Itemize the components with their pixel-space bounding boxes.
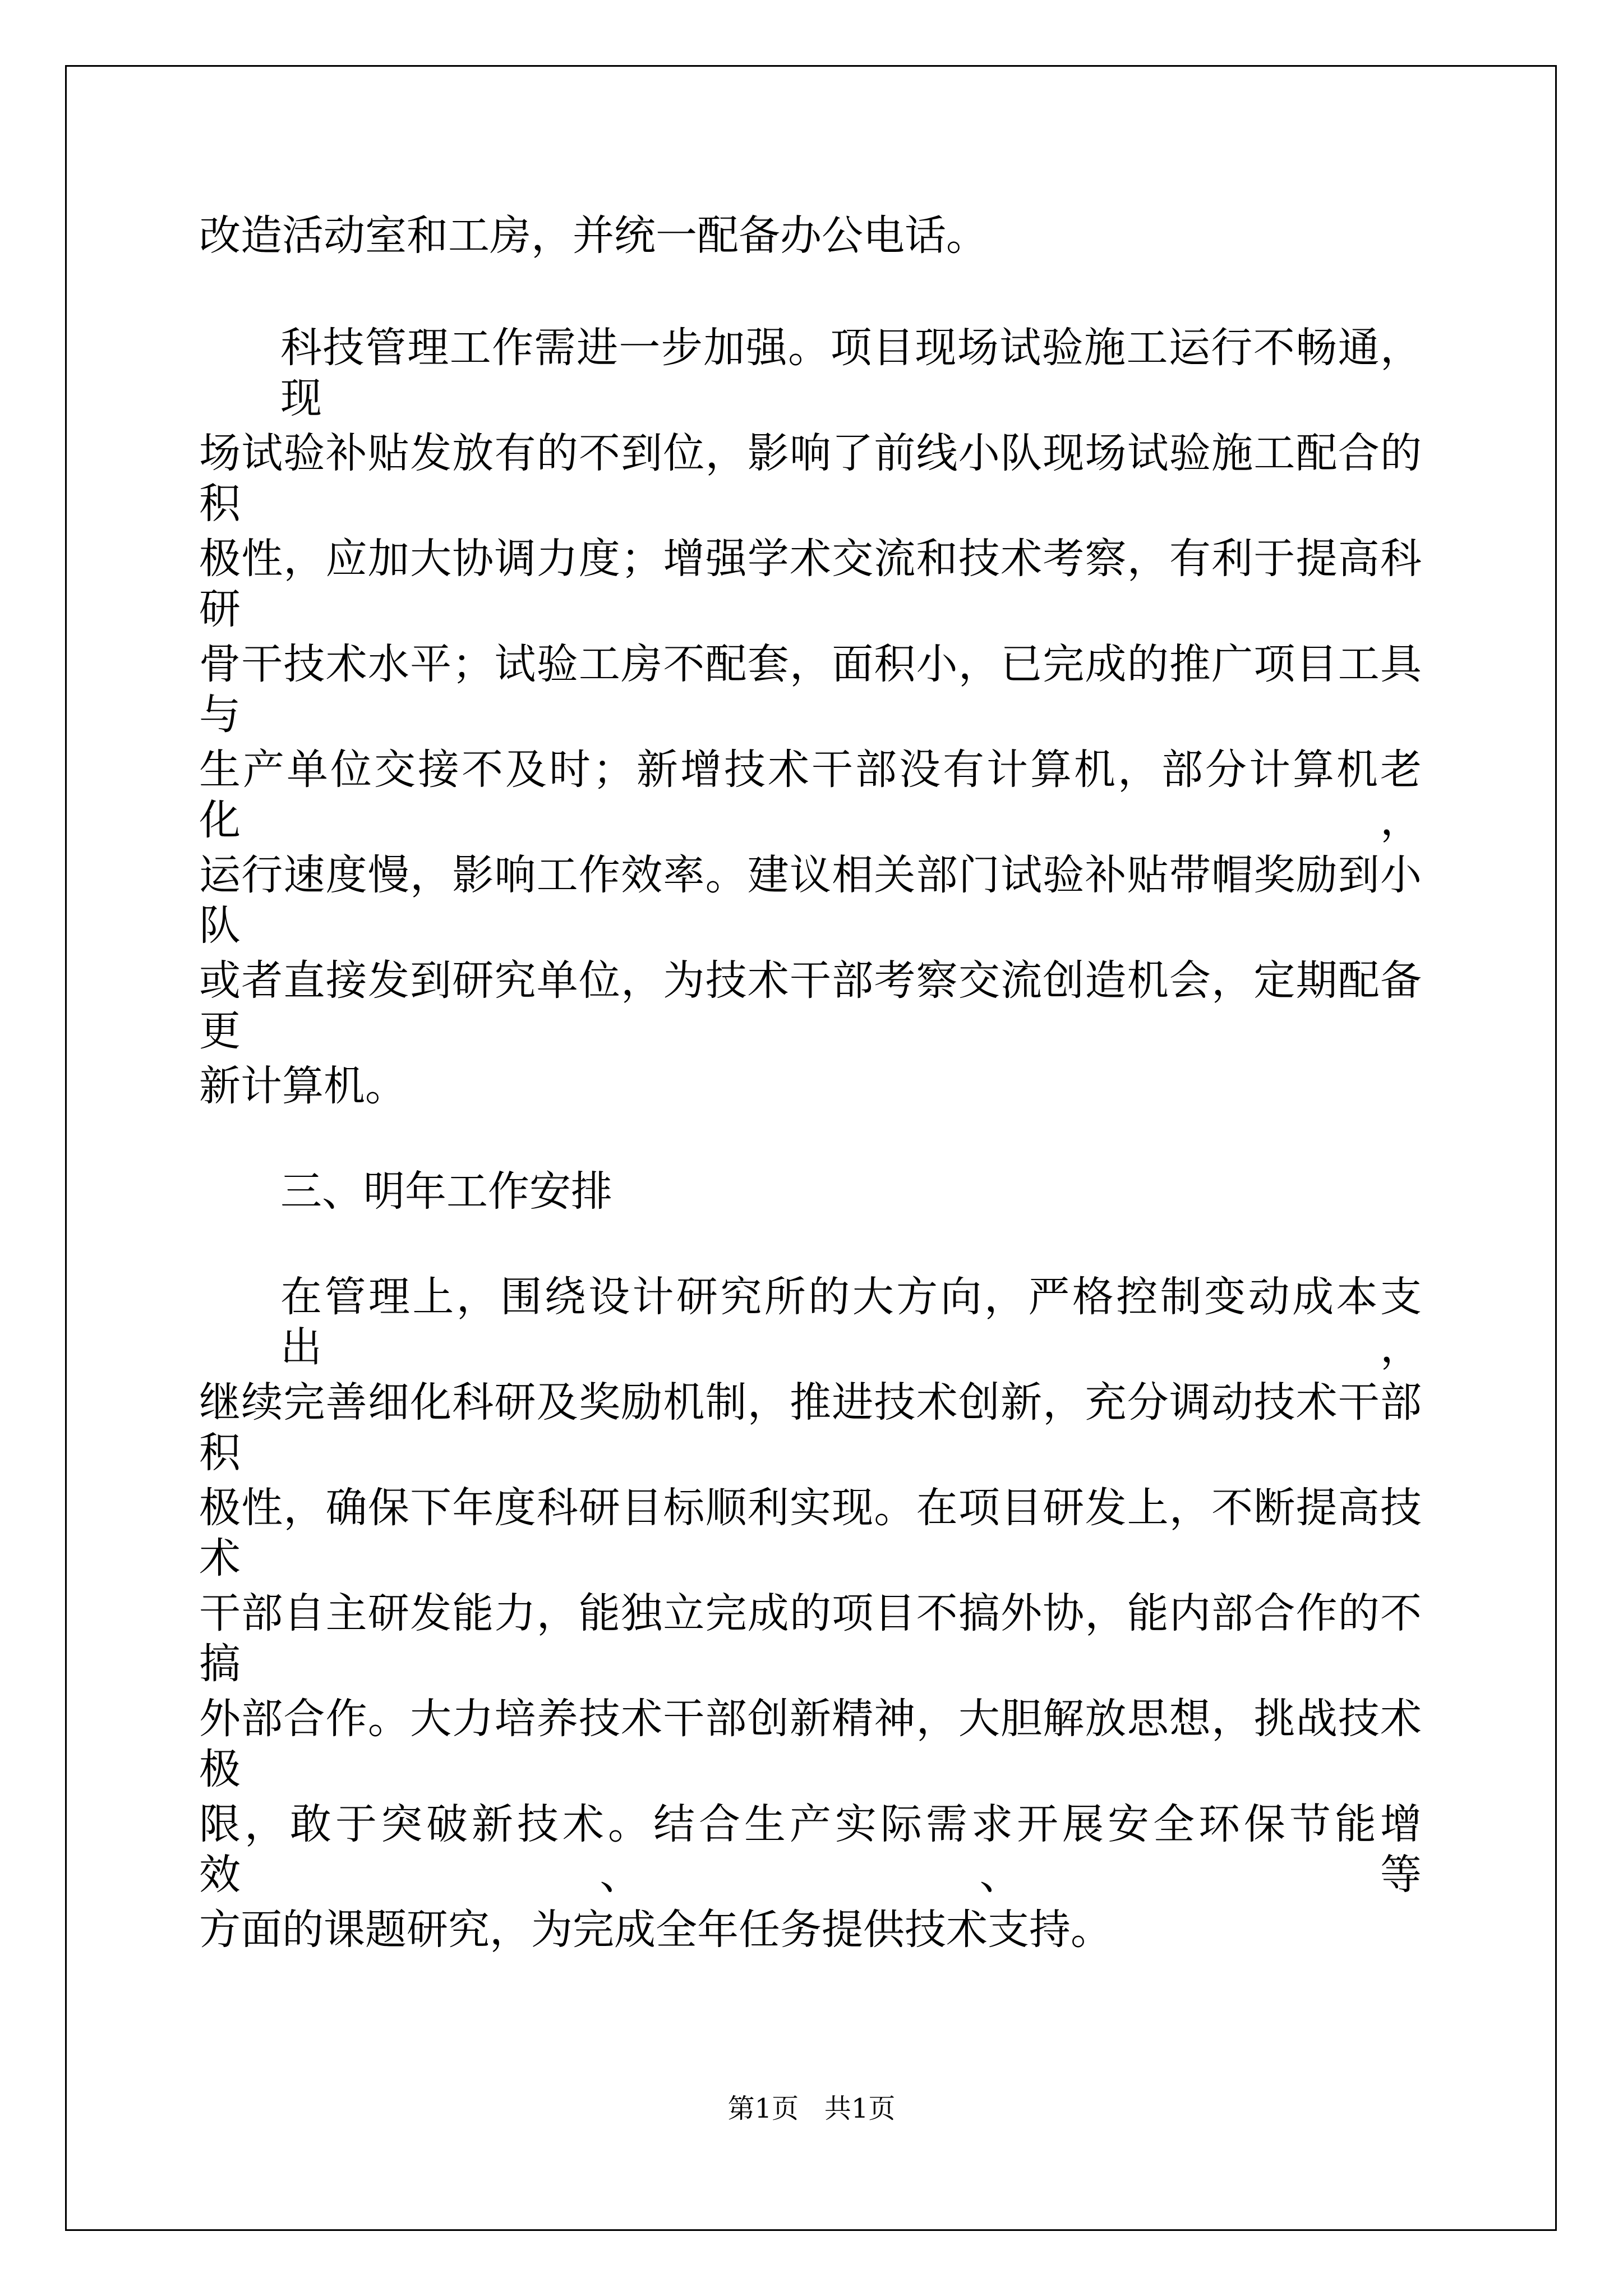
text-line: 改造活动室和工房，并统一配备办公电话。 [199,211,988,260]
paragraph-first-line: 在管理上，围绕设计研究所的大方向，严格控制变动成本支出， [280,1273,1422,1372]
page-footer: 第1页 共1页 [727,2093,896,2124]
text-line: 继续完善细化科研及奖励机制，推进技术创新，充分调动技术干部积 [199,1378,1422,1477]
text-line: 骨干技术水平；试验工房不配套，面积小，已完成的推广项目工具与 [199,640,1422,739]
text-line: 限，敢于突破新技术。结合生产实际需求开展安全环保节能增效、、等 [199,1800,1422,1899]
text-line: 极性，应加大协调力度；增强学术交流和技术考察，有利于提高科研 [199,535,1422,633]
text-line: 运行速度慢，影响工作效率。建议相关部门试验补贴带帽奖励到小队 [199,851,1422,950]
paragraph-first-line: 科技管理工作需进一步加强。项目现场试验施工运行不畅通，现 [280,324,1422,422]
text-line: 方面的课题研究，为完成全年任务提供技术支持。 [199,1906,1112,1954]
text-line: 或者直接发到研究单位，为技术干部考察交流创造机会，定期配备更 [199,956,1422,1055]
text-line: 干部自主研发能力，能独立完成的项目不搞外协，能内部合作的不搞 [199,1589,1422,1688]
text-line: 新计算机。 [199,1062,407,1110]
text-line: 场试验补贴发放有的不到位，影响了前线小队现场试验施工配合的积 [199,429,1422,528]
text-line: 生产单位交接不及时；新增技术干部没有计算机，部分计算机老化， [199,746,1422,844]
text-line: 极性，确保下年度科研目标顺利实现。在项目研发上，不断提高技术 [199,1484,1422,1582]
section-heading: 三、明年工作安排 [280,1167,612,1216]
text-line: 外部合作。大力培养技术干部创新精神，大胆解放思想，挑战技术极 [199,1695,1422,1793]
